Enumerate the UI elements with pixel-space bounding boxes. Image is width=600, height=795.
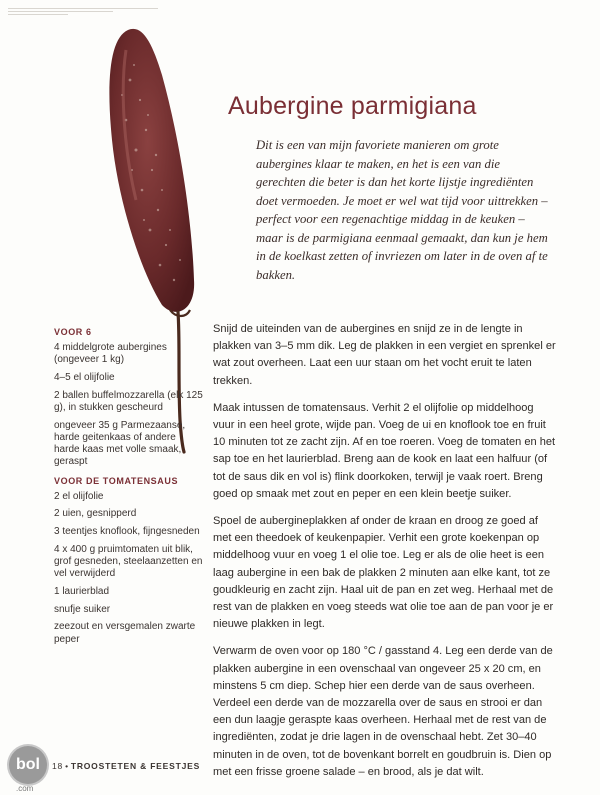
- sauce-ingredient-item: 2 uien, gesnipperd: [54, 508, 137, 520]
- logo-text: .com: [16, 784, 34, 793]
- method-paragraph: Verwarm de oven voor op 180 °C / gasstand 4. Leg een derde van de plakken aubergine in een ovenschaal van ongeveer 25 x 20 cm, en minstens 5 cm diep. Schep hier een derde van de saus overheen. Verdeel een derde van de mozzarella over de saus en strooi er dan een dun laagje geraspte kaas overheen. Herhaal met de rest van de ingrediënten, zodat je drie lagen in de ovenschaal hebt. Zet 30–40 minuten in de oven, tot de bovenkant borrelt en goudbruin is. Dien op met een frisse groene salade – en brood, als je dat wilt.: [213, 645, 553, 778]
- intro-text: Dit is een van mijn favoriete manieren om grote aubergines klaar te maken, en het is een van die gerechten die beter is dan het korte lijstje ingrediënten doet vermoeden. Je moet er wel wat tijd voor uittrekken – perfect voor een regenachtige middag in de keuken – maar is de parmigiana eenmaal gemaakt, dan kun je hem in de koelkast zetten of invriezen om later in de oven af te bakken.: [256, 138, 548, 282]
- folio: [52, 761, 200, 771]
- sauce-heading: VOOR DE TOMATENSAUS: [54, 475, 179, 486]
- ingredient-item: ongeveer 35 g Parmezaanse, harde geitenkaas of andere harde kaas met volle smaak, geraspt: [54, 419, 186, 468]
- sauce-ingredient-item: zeezout en versgemalen zwarte peper: [54, 621, 196, 645]
- main-ingredient-list: [54, 342, 204, 468]
- recipe-intro: [256, 136, 552, 284]
- print-marks: [8, 8, 158, 17]
- method-paragraph: Spoel de aubergineplakken af onder de kraan en droog ze goed af met een theedoek of keukenpapier. Verhit een grote koekenpan op middelhoog vuur en voeg 1 el olie toe. Leg er als de olie heet is een laag aubergine in een bak de plakken 2 minuten aan elke kant, tot ze goudkleurig en zacht zijn. Haal uit de pan en zet weg. Herhaal met de rest van de plakken en voeg steeds wat olie toe aan de pan voor je er nieuwe plakken in legt.: [213, 515, 554, 631]
- method-text: [213, 321, 558, 791]
- ingredients-sidebar: [54, 326, 204, 652]
- sauce-ingredient-item: 2 el olijfolie: [54, 490, 104, 502]
- logo-initials: bol: [16, 756, 40, 773]
- section-name: TROOSTETEN & FEESTJES: [70, 761, 201, 771]
- sauce-ingredient-list: [54, 491, 204, 646]
- folio-separator: •: [65, 761, 69, 771]
- serves-heading: VOOR 6: [54, 327, 92, 337]
- ingredient-item: 2 ballen buffelmozzarella (elk 125 g), in stukken gescheurd: [54, 389, 203, 414]
- method-paragraph: Snijd de uiteinden van de aubergines en snijd ze in de lengte in plakken van 3–5 mm dik. Leg de plakken in een vergiet en sprenkel er wat zout overheen. Laat een uur staan om het vocht eruit te laten trekken.: [213, 323, 556, 387]
- ingredient-item: 4 middelgrote aubergines (ongeveer 1 kg): [54, 342, 167, 366]
- page-footer: [0, 744, 600, 792]
- sauce-ingredient-item: 4 x 400 g pruimtomaten uit blik, grof gesneden, steelaanzetten en vel verwijderd: [54, 543, 203, 580]
- sauce-ingredient-item: snufje suiker: [54, 603, 111, 615]
- ingredient-item: 4–5 el olijfolie: [54, 372, 115, 384]
- sauce-ingredient-item: 3 teentjes knoflook, fijngesneden: [54, 526, 200, 538]
- bol-logo-icon: [9, 746, 47, 784]
- recipe-title: Aubergine parmigiana: [228, 92, 477, 120]
- method-paragraph: Maak intussen de tomatensaus. Verhit 2 el olijfolie op middelhoog vuur in een heel grote, wijde pan. Voeg de ui en knoflook toe en fruit 10 minuten tot ze zacht zijn. Af en toe roeren. Voeg de tomaten en het sap toe en het laurierblad. Breng aan de kook en laat een halfuur (of tot de saus dik en vol is) flink doorkoken, terwijl je vaak roert. Breng goed op smaak met zout en peper en een klein beetje suiker.: [213, 401, 556, 500]
- sauce-ingredient-item: 1 laurierblad: [54, 585, 110, 597]
- page-number: 18: [52, 761, 64, 771]
